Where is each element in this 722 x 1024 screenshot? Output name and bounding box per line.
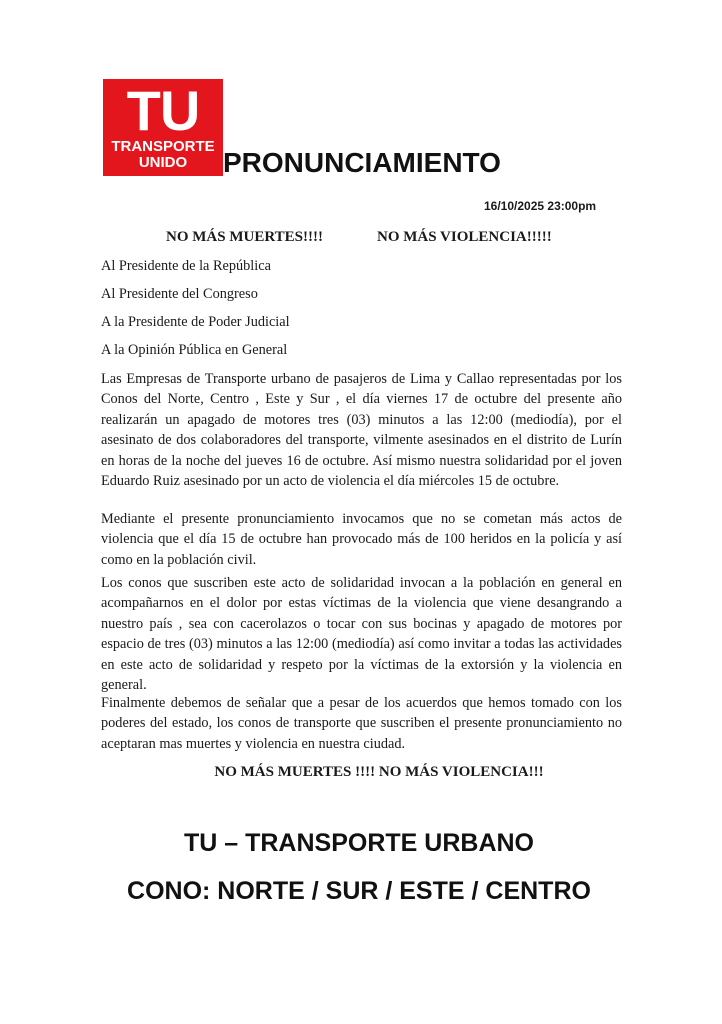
body-paragraph: Finalmente debemos de señalar que a pesar de los acuerdos que hemos tomado con los poderes del estado, los conos de transporte que suscriben el presente pronunciamiento no aceptaran mas muertes y violencia en nuestra ciudad. xyxy=(101,695,622,752)
recipient-public: A la Opinión Pública en General xyxy=(101,342,288,358)
slogan-no-more-deaths: NO MÁS MUERTES!!!! xyxy=(166,229,323,245)
logo-tu-text: TU xyxy=(126,79,200,142)
closing-slogan xyxy=(0,762,722,782)
body-paragraph: Los conos que suscriben este acto de solidaridad invocan a la población en general en acompañarnos en el dolor por estas víctimas de la violencia que viene desangrando a nuestro país , sea con cacerolazos o tocar con sus bocinas y apagado de motores por espacio de tres (03) minutos a las 12:00 (mediodía) así como invitar a todas las actividades en este acto de solidaridad y respeto por la víctimas de la extorsión y la violencia en general. xyxy=(101,575,622,694)
document-title: PRONUNCIAMIENTO xyxy=(223,147,501,178)
footer-cones: CONO: NORTE / SUR / ESTE / CENTRO xyxy=(127,877,591,905)
body-paragraph: Las Empresas de Transporte urbano de pasajeros de Lima y Callao representadas por los Conos del Norte, Centro , Este y Sur , el día viernes 17 de octubre del presente año realizarán un apagado de motores tres (03) minutos a las 12:00 (mediodía), por el asesinato de dos colaboradores del transporte, vilmente asesinados en el distrito de Lurín en horas de la noche del jueves 16 de octubre. Así mismo nuestra solidaridad por el joven Eduardo Ruiz asesinado por un acto de violencia el día miércoles 15 de octubre. xyxy=(101,371,622,490)
footer-organization: TU – TRANSPORTE URBANO xyxy=(183,829,534,857)
recipient-president: Al Presidente de la República xyxy=(101,258,271,274)
transporte-unido-logo xyxy=(103,79,223,176)
logo-line1: TRANSPORTE xyxy=(111,138,215,155)
recipient-judicial: A la Presidente de Poder Judicial xyxy=(101,314,290,330)
recipient-congress: Al Presidente del Congreso xyxy=(101,286,258,302)
slogan-no-more-violence: NO MÁS VIOLENCIA!!!!! xyxy=(377,229,552,245)
document-datetime: 16/10/2025 23:00pm xyxy=(484,199,597,213)
closing-slogan-text: NO MÁS MUERTES !!!! NO MÁS VIOLENCIA!!! xyxy=(214,764,544,780)
body-paragraph: Mediante el presente pronunciamiento invocamos que no se cometan más actos de violencia que el día 15 de octubre han provocado más de 100 heridos en la policía y así como en la población civil. xyxy=(101,511,622,568)
logo-line2: UNIDO xyxy=(138,154,188,171)
